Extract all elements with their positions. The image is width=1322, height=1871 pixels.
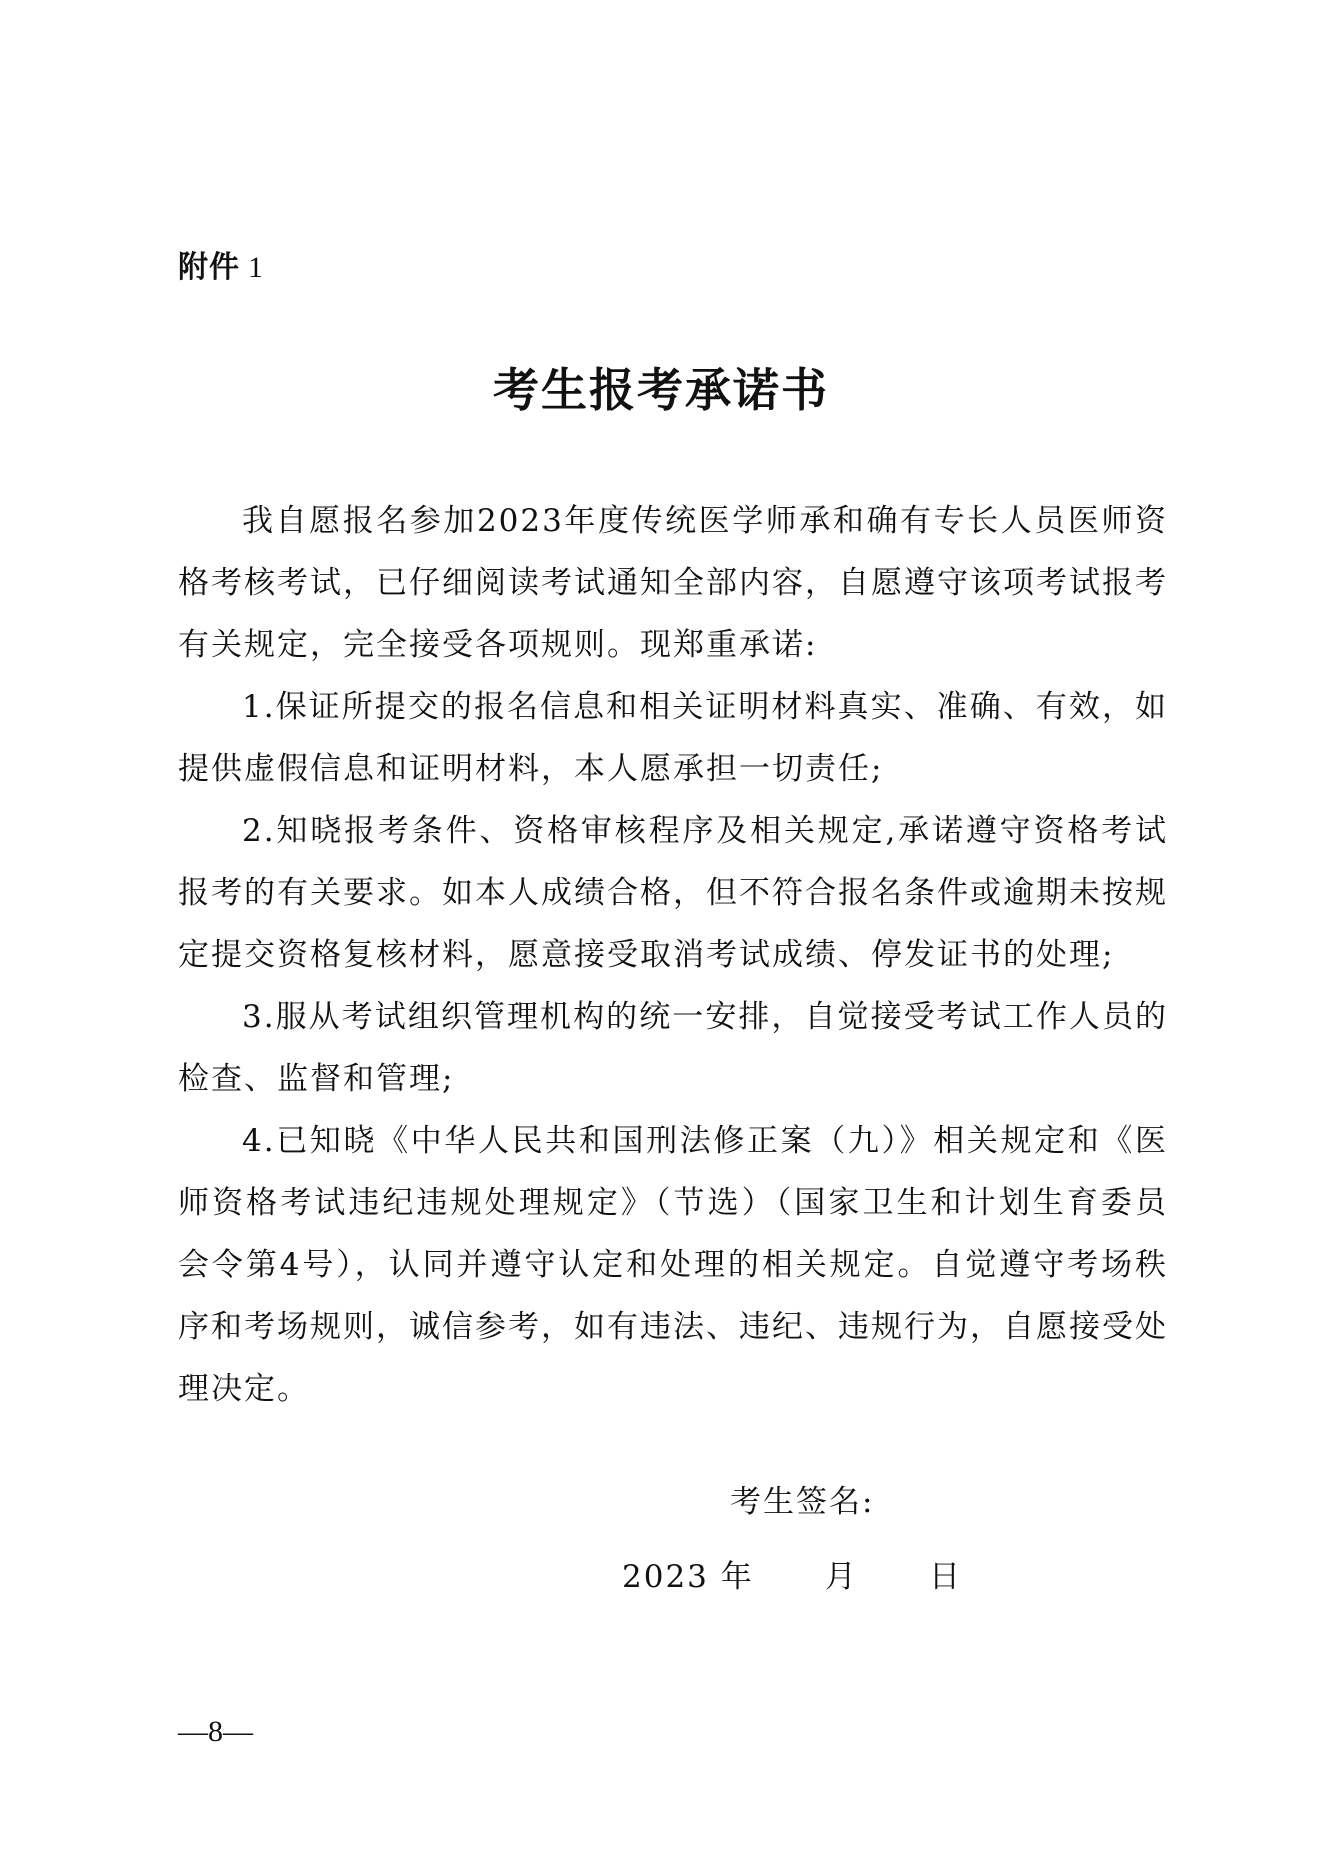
attachment-number: 1 <box>248 251 264 284</box>
signature-label: 考生签名: <box>730 1484 875 1520</box>
document-body <box>178 490 1168 1420</box>
attachment-text: 附件 <box>178 250 240 285</box>
document-title: 考生报考承诺书 <box>493 363 829 417</box>
paragraph-item-2: 2.知晓报考条件、资格审核程序及相关规定,承诺遵守资格考试报考的有关要求。如本人成绩合格，但不符合报名条件或逾期未按规定提交资格复核材料，愿意接受取消考试成绩、停发证书的处理; <box>178 813 1168 973</box>
paragraph-item-1: 1.保证所提交的报名信息和相关证明材料真实、准确、有效，如提供虚假信息和证明材料，本人愿承担一切责任; <box>178 689 1168 787</box>
date-line: 2023 年 月 日 <box>622 1559 962 1595</box>
paragraph-item-4: 4.已知晓《中华人民共和国刑法修正案（九）》相关规定和《医师资格考试违纪违规处理规定》（节选）（国家卫生和计划生育委员会令第4号），认同并遵守认定和处理的相关规定。自觉遵守考场秩序和考场规则，诚信参考，如有违法、违纪、违规行为，自愿接受处理决定。 <box>178 1123 1168 1407</box>
attachment-label <box>178 248 264 288</box>
page-number: —8— <box>178 1715 253 1748</box>
paragraph-item-3: 3.服从考试组织管理机构的统一安排，自觉接受考试工作人员的检查、监督和管理; <box>178 999 1168 1097</box>
paragraph-intro: 我自愿报名参加2023年度传统医学师承和确有专长人员医师资格考核考试，已仔细阅读考试通知全部内容，自愿遵守该项考试报考有关规定，完全接受各项规则。现郑重承诺: <box>178 503 1168 663</box>
